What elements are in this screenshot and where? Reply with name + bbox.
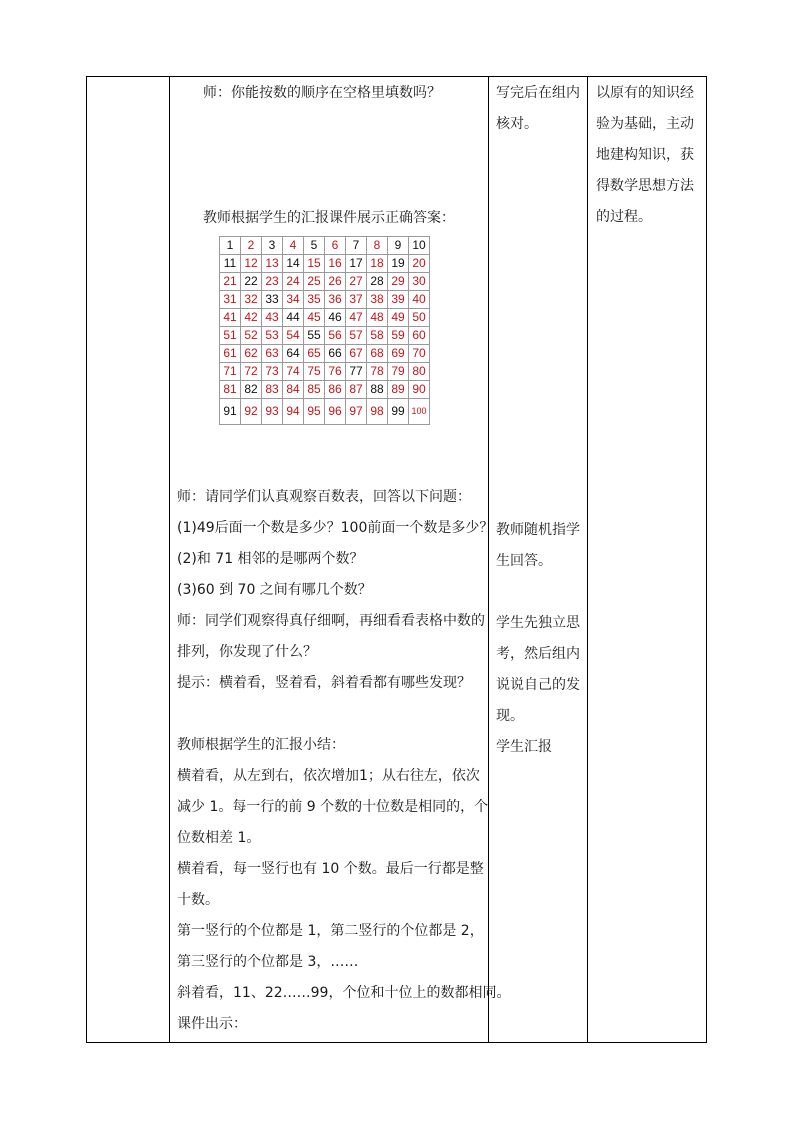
- hundred-chart-cell: 45: [304, 309, 325, 327]
- column-teaching-content: [170, 77, 511, 1043]
- hundred-chart-cell: 34: [283, 291, 304, 309]
- hundred-chart-cell: 67: [346, 345, 367, 363]
- hundred-chart-cell: 65: [304, 345, 325, 363]
- hundred-chart-cell: 17: [346, 255, 367, 273]
- hundred-chart-cell: 92: [241, 399, 262, 425]
- hundred-chart-cell: 62: [241, 345, 262, 363]
- hundred-chart-cell: 98: [367, 399, 388, 425]
- column-student-activity: [489, 77, 588, 1043]
- hundred-chart-cell: 59: [388, 327, 409, 345]
- teaching-line: 排列，你发现了什么？: [177, 644, 317, 660]
- teaching-line: 横着看，每一竖行也有 10 个数。最后一行都是整: [177, 861, 484, 877]
- teaching-line: 师：同学们观察得真仔细啊，再细看看表格中数的: [177, 613, 485, 629]
- hundred-chart-cell: 40: [409, 291, 430, 309]
- hundred-chart-cell: 37: [346, 291, 367, 309]
- hundred-chart-cell: 48: [367, 309, 388, 327]
- hundred-chart-cell: 43: [262, 309, 283, 327]
- hundred-chart-cell: 39: [388, 291, 409, 309]
- hundred-chart-cell: 76: [325, 363, 346, 381]
- hundred-chart-cell: 95: [304, 399, 325, 425]
- hundred-chart-cell: 10: [409, 237, 430, 255]
- hundred-chart-cell: 78: [367, 363, 388, 381]
- hundred-chart-cell: 86: [325, 381, 346, 399]
- hundred-chart-cell: 53: [262, 327, 283, 345]
- hundred-chart-cell: 46: [325, 309, 346, 327]
- hundred-chart-cell: 29: [388, 273, 409, 291]
- question-fill-blanks: 师：你能按数的顺序在空格里填数吗？: [203, 85, 441, 101]
- hundred-chart-cell: 36: [325, 291, 346, 309]
- hundred-chart-cell: 11: [220, 255, 241, 273]
- hundred-chart-cell: 22: [241, 273, 262, 291]
- activity-answer-line1: 教师随机指学: [496, 522, 580, 538]
- hundred-chart-row: [220, 291, 430, 309]
- hundred-chart-cell: 72: [241, 363, 262, 381]
- teaching-line: 斜着看，11、22……99，个位和十位上的数都相同。: [177, 985, 511, 1001]
- hundred-chart-cell: 18: [367, 255, 388, 273]
- hundred-chart-cell: 41: [220, 309, 241, 327]
- hundred-chart-cell: 69: [388, 345, 409, 363]
- hundred-chart-cell: 91: [220, 399, 241, 425]
- hundred-chart-cell: 57: [346, 327, 367, 345]
- hundred-chart-cell: 96: [325, 399, 346, 425]
- hundred-chart-cell: 6: [325, 237, 346, 255]
- hundred-chart-cell: 32: [241, 291, 262, 309]
- hundred-chart-cell: 21: [220, 273, 241, 291]
- hundred-chart-row: [220, 309, 430, 327]
- hundred-chart-cell: 79: [388, 363, 409, 381]
- hundred-chart-cell: 97: [346, 399, 367, 425]
- hundred-chart-cell: 87: [346, 381, 367, 399]
- hundred-chart-cell: 58: [367, 327, 388, 345]
- hundred-chart-cell: 85: [304, 381, 325, 399]
- hundred-chart-cell: 70: [409, 345, 430, 363]
- hundred-chart-cell: 4: [283, 237, 304, 255]
- teaching-line: 师：请同学们认真观察百数表，回答以下问题：: [177, 489, 471, 505]
- intent-line1: 以原有的知识经: [596, 85, 694, 101]
- teaching-line: (2)和 71 相邻的是哪两个数？: [177, 551, 364, 567]
- hundred-chart-cell: 26: [325, 273, 346, 291]
- hundred-chart-cell: 35: [304, 291, 325, 309]
- hundred-chart-cell: 63: [262, 345, 283, 363]
- hundred-chart-cell: 80: [409, 363, 430, 381]
- teaching-line: 第一竖行的个位都是 1，第二竖行的个位都是 2，: [177, 923, 484, 939]
- hundred-chart-cell: 27: [346, 273, 367, 291]
- hundred-chart-cell: 99: [388, 399, 409, 425]
- hundred-chart-row: [220, 381, 430, 399]
- hundred-chart-cell: 55: [304, 327, 325, 345]
- hundred-chart-row: [220, 345, 430, 363]
- hundred-chart-cell: 71: [220, 363, 241, 381]
- hundred-chart-row: [220, 273, 430, 291]
- hundred-chart-cell: 31: [220, 291, 241, 309]
- hundred-chart-cell: 16: [325, 255, 346, 273]
- teaching-line: (3)60 到 70 之间有哪几个数？: [177, 582, 372, 598]
- hundred-chart-cell: 51: [220, 327, 241, 345]
- hundred-chart-cell: 15: [304, 255, 325, 273]
- hundred-chart-cell: 83: [262, 381, 283, 399]
- column-design-intent: [588, 77, 707, 1043]
- teaching-line: 提示：横着看，竖着看，斜着看都有哪些发现？: [177, 675, 471, 691]
- hundred-chart-cell: 77: [346, 363, 367, 381]
- activity-check-line1: 写完后在组内: [496, 85, 580, 101]
- activity-report: 学生汇报: [496, 739, 552, 755]
- hundred-chart-row: [220, 255, 430, 273]
- hundred-chart-cell: 90: [409, 381, 430, 399]
- activity-think-line1: 学生先独立思: [496, 615, 580, 631]
- hundred-chart-cell: 54: [283, 327, 304, 345]
- hundred-chart-cell: 84: [283, 381, 304, 399]
- hundred-chart-cell: 23: [262, 273, 283, 291]
- hundred-chart-cell: 24: [283, 273, 304, 291]
- hundred-chart-cell: 61: [220, 345, 241, 363]
- hundred-chart-cell: 25: [304, 273, 325, 291]
- hundred-chart-cell: 94: [283, 399, 304, 425]
- hundred-chart-cell: 75: [304, 363, 325, 381]
- hundred-chart-cell: 19: [388, 255, 409, 273]
- hundred-chart-cell: 81: [220, 381, 241, 399]
- hundred-chart-cell: 28: [367, 273, 388, 291]
- teaching-line: 减少 1。每一行的前 9 个数的十位数是相同的，个: [177, 799, 489, 815]
- teaching-line: 十数。: [177, 892, 219, 908]
- hundred-chart-cell: 8: [367, 237, 388, 255]
- hundred-chart-cell: 9: [388, 237, 409, 255]
- hundred-chart-cell: 3: [262, 237, 283, 255]
- teaching-line: 位数相差 1。: [177, 830, 261, 846]
- hundred-chart-cell: 20: [409, 255, 430, 273]
- hundred-chart-cell: 12: [241, 255, 262, 273]
- intent-line5: 的过程。: [596, 209, 652, 225]
- hundred-chart-cell: 74: [283, 363, 304, 381]
- hundred-chart-cell: 60: [409, 327, 430, 345]
- hundred-chart-cell: 50: [409, 309, 430, 327]
- hundred-chart-cell: 68: [367, 345, 388, 363]
- hundred-chart-cell: 38: [367, 291, 388, 309]
- activity-think-line2: 考，然后组内: [496, 646, 580, 662]
- hundred-chart-cell: 47: [346, 309, 367, 327]
- hundred-chart-row: [220, 399, 430, 425]
- hundred-chart-cell: 88: [367, 381, 388, 399]
- hundred-chart-cell: 56: [325, 327, 346, 345]
- intent-line2: 验为基础，主动: [596, 116, 694, 132]
- activity-check-line2: 核对。: [496, 116, 538, 132]
- hundred-chart-row: [220, 327, 430, 345]
- column-empty: [87, 77, 170, 1043]
- activity-think-line4: 现。: [496, 708, 524, 724]
- hundred-chart-cell: 89: [388, 381, 409, 399]
- hundred-chart-cell: 44: [283, 309, 304, 327]
- teaching-line: 第三竖行的个位都是 3，……: [177, 954, 359, 970]
- hundred-chart-cell: 13: [262, 255, 283, 273]
- teaching-line: 横着看，从左到右，依次增加1；从右往左，依次: [177, 768, 480, 784]
- hundred-chart-cell: 66: [325, 345, 346, 363]
- hundred-chart-row: [220, 363, 430, 381]
- activity-answer-line2: 生回答。: [496, 553, 552, 569]
- hundred-chart-cell: 2: [241, 237, 262, 255]
- lesson-table: [86, 76, 707, 1043]
- hundred-chart-row: [220, 237, 430, 255]
- hundred-chart-cell: 64: [283, 345, 304, 363]
- teaching-line: 课件出示：: [177, 1016, 247, 1032]
- hundred-chart-cell: 14: [283, 255, 304, 273]
- hundred-chart-cell: 7: [346, 237, 367, 255]
- hundred-chart-cell: 5: [304, 237, 325, 255]
- hundred-chart-cell: 42: [241, 309, 262, 327]
- intent-line3: 地建构知识，获: [596, 147, 694, 163]
- hundred-chart-cell: 52: [241, 327, 262, 345]
- teaching-line: (1)49后面一个数是多少？100前面一个数是多少？: [177, 520, 494, 536]
- hundred-chart-cell: 49: [388, 309, 409, 327]
- activity-think-line3: 说说自己的发: [496, 677, 580, 693]
- hundred-chart-cell: 100: [409, 399, 430, 425]
- hundred-chart-cell: 82: [241, 381, 262, 399]
- hundred-chart-cell: 30: [409, 273, 430, 291]
- hundred-chart: [219, 236, 430, 425]
- hundred-chart-cell: 1: [220, 237, 241, 255]
- hundred-chart-cell: 73: [262, 363, 283, 381]
- hundred-chart-cell: 33: [262, 291, 283, 309]
- teaching-line: 教师根据学生的汇报小结：: [177, 737, 345, 753]
- hundred-chart-cell: 93: [262, 399, 283, 425]
- answer-intro: 教师根据学生的汇报课件展示正确答案：: [203, 210, 455, 226]
- intent-line4: 得数学思想方法: [596, 178, 694, 194]
